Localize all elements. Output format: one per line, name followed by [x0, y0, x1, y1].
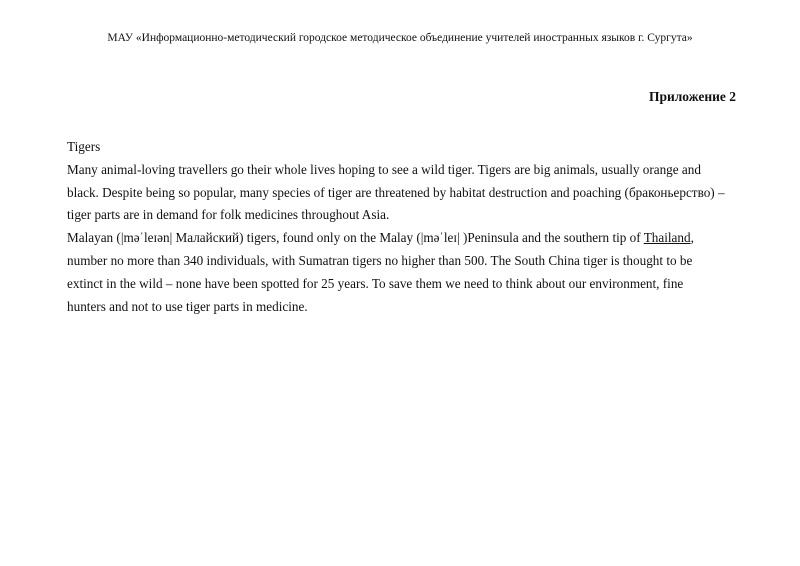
section-title: Tigers [67, 139, 101, 154]
document-body [67, 136, 747, 318]
paragraph-line: tiger parts are in demand for folk medicines throughout Asia. [67, 207, 390, 223]
paragraph-text: Malayan (|məˈleɪən| Малайский) tigers, found only on the Malay (|məˈleɪ| )Peninsula and the southern tip of [67, 230, 644, 246]
paragraph-line: hunters and not to use tiger parts in medicine. [67, 298, 308, 314]
paragraph-line [67, 227, 747, 250]
appendix-label: Приложение 2 [648, 89, 736, 104]
paragraph-line: number no more than 340 individuals, with Sumatran tigers no higher than 500. The South China tiger is thought to be [67, 252, 693, 268]
paragraph-line: extinct in the wild – none have been spotted for 25 years. To save them we need to think about our environment, fine [67, 275, 684, 291]
paragraph-line: black. Despite being so popular, many species of tiger are threatened by habitat destruction and poaching (браконьерство) – [67, 184, 725, 200]
paragraph-line: Many animal-loving travellers go their whole lives hoping to see a wild tiger. Tigers are big animals, usually orange and [67, 161, 701, 177]
page-header: МАУ «Информационно-методический городское методическое объединение учителей иностранных языков г. Сургута» [107, 32, 693, 44]
thailand-link[interactable]: Thailand [643, 230, 691, 246]
paragraph-text: , [690, 230, 694, 246]
